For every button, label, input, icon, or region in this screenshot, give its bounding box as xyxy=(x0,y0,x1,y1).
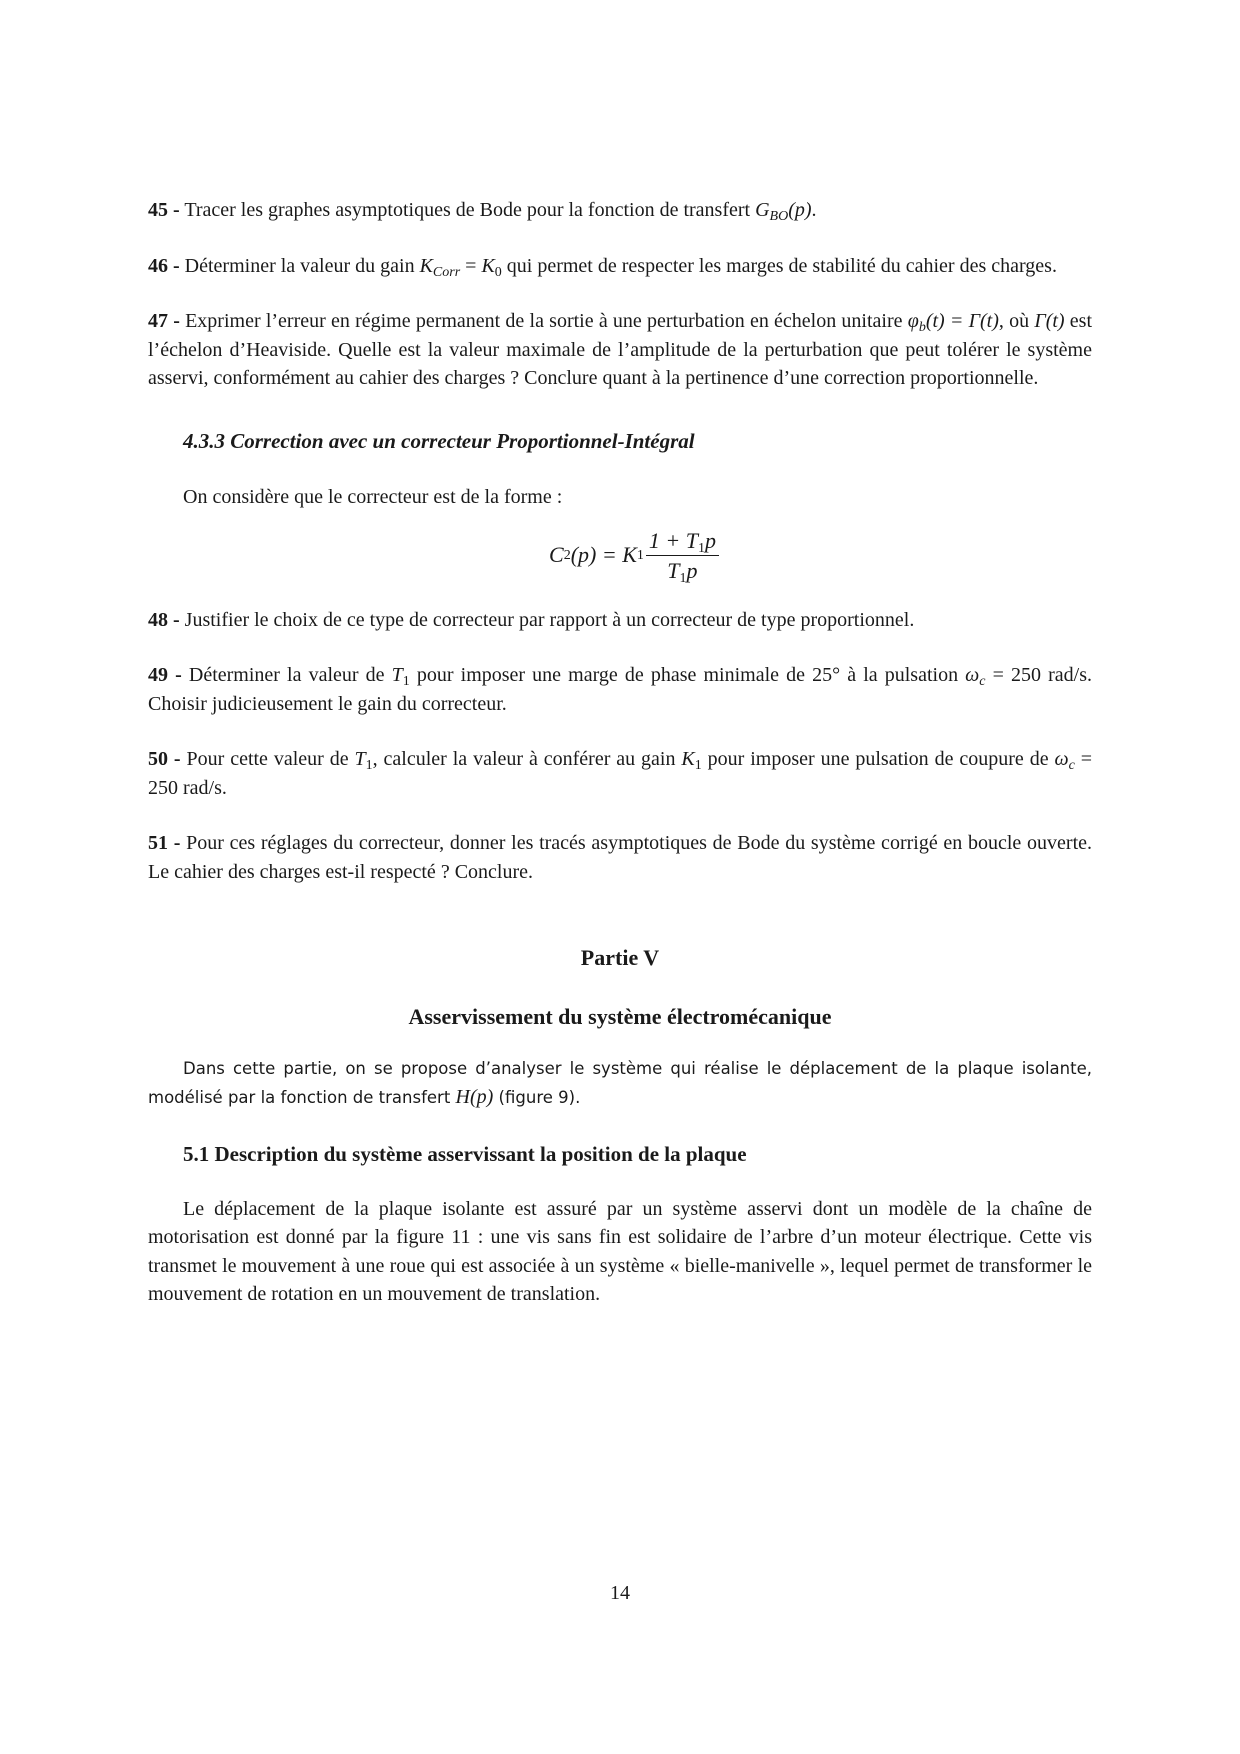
question-text: pour imposer une pulsation de coupure de xyxy=(701,748,1055,770)
question-text: Tracer les graphes asymptotiques de Bode pour la fonction de transfert xyxy=(184,199,756,221)
math-var: T xyxy=(391,664,403,686)
math-sub: Corr xyxy=(432,264,461,280)
math-expr: (t) = Γ(t) xyxy=(925,310,999,332)
question-text-end: est l’échelon d’Heaviside. Quelle est la valeur maximale de l’amplitude de la perturbation que peut tolérer le système asservi, conformément au cahier des charges ? Conclure quant à la pertinence d’une correction proportionnelle. xyxy=(148,310,1093,389)
formula-lhs: C xyxy=(549,542,564,568)
question-number: 48 - xyxy=(148,608,180,631)
math-arg: (p) xyxy=(788,199,812,221)
question-number: 46 - xyxy=(148,254,180,277)
question-text-end: = 250 rad/s. Choisir judicieusement le gain du correcteur. xyxy=(148,664,1092,715)
denominator-text: T xyxy=(667,557,680,583)
math-var: φ xyxy=(907,310,919,332)
math-sub: c xyxy=(1068,758,1075,773)
math-var: G xyxy=(755,199,770,221)
question-46 xyxy=(148,252,1092,281)
question-text: Déterminer la valeur du gain xyxy=(184,254,420,277)
question-47 xyxy=(148,307,1092,393)
formula-lhs-arg: (p) = K xyxy=(570,542,637,568)
question-text: , où xyxy=(998,310,1035,332)
question-text: Exprimer l’erreur en régime permanent de la sortie à une perturbation en échelon unitaire xyxy=(185,310,908,332)
section-body: Le déplacement de la plaque isolante est assuré par un système asservi dont un modèle de la chaîne de motorisation est donné par la figure 11 : une vis sans fin est solidaire de l’arbre d’un moteur électrique. Cette vis transmet le mouvement à une roue qui est associée à un système « bielle-manivelle », lequel permet de transformer le mouvement de rotation en un mouvement de translation. xyxy=(148,1197,1092,1305)
part-intro-text-end: (figure 9). xyxy=(493,1088,581,1107)
page-number: 14 xyxy=(610,1582,630,1604)
math-sub: 1 xyxy=(365,758,373,773)
math-sub: b xyxy=(918,320,926,335)
math-sub: 1 xyxy=(402,674,410,689)
math-expr: H(p) xyxy=(455,1086,494,1108)
math-var: ω xyxy=(965,664,980,686)
part-intro xyxy=(148,1055,1092,1112)
question-50 xyxy=(148,745,1092,802)
part-title: Partie V xyxy=(580,945,660,970)
question-text: , calculer la valeur à conférer au gain xyxy=(372,748,682,770)
question-number: 50 - xyxy=(148,748,181,770)
question-text-end: qui permet de respecter les marges de stabilité du cahier des charges. xyxy=(501,254,1057,277)
fraction-denominator xyxy=(667,556,697,584)
math-eq: = xyxy=(460,254,482,277)
part-subtitle: Asservissement du système électromécanique xyxy=(408,1003,832,1029)
math-sub: 1 xyxy=(694,758,702,773)
denominator-sub: 1 xyxy=(679,570,687,586)
denominator-end: p xyxy=(686,557,698,583)
question-number: 49 - xyxy=(148,664,182,686)
question-text: Pour cette valeur de xyxy=(186,748,355,770)
formula-intro: On considère que le correcteur est de la forme : xyxy=(183,486,563,508)
numerator-end: p xyxy=(704,527,716,553)
math-expr: Γ(t) xyxy=(1034,310,1065,332)
math-var: K xyxy=(681,748,695,770)
subsection-title: 4.3.3 Correction avec un correcteur Proportionnel-Intégral xyxy=(183,428,695,453)
question-number: 47 - xyxy=(148,310,180,332)
section-title: 5.1 Description du système asservissant la position de la plaque xyxy=(183,1142,747,1166)
question-49 xyxy=(148,661,1092,718)
numerator-text: 1 + T xyxy=(648,527,698,553)
question-51 xyxy=(148,829,1092,886)
question-text: pour imposer une marge de phase minimale de 25° à la pulsation xyxy=(409,664,966,686)
part-intro-text: Dans cette partie, on se propose d’analyser le système qui réalise le déplacement de la plaque isolante, modélisé par la fonction de transfert xyxy=(148,1059,1092,1107)
question-text: Déterminer la valeur de xyxy=(188,664,392,686)
question-text-end: . xyxy=(811,199,817,221)
question-number: 45 - xyxy=(148,199,180,221)
math-var: K xyxy=(481,254,495,277)
math-var: K xyxy=(419,254,433,277)
math-var: T xyxy=(354,748,366,770)
math-var: ω xyxy=(1054,748,1069,770)
question-number: 51 - xyxy=(148,832,181,854)
formula-fraction xyxy=(646,528,719,584)
math-sub: 0 xyxy=(494,264,502,280)
math-sub: c xyxy=(979,674,986,689)
numerator-sub: 1 xyxy=(697,540,705,556)
question-text: Pour ces réglages du correcteur, donner les tracés asymptotiques de Bode du système corrigé en boucle ouverte. Le cahier des charges est-il respecté ? Conclure. xyxy=(148,832,1092,883)
fraction-numerator xyxy=(646,528,719,556)
question-48 xyxy=(148,606,1092,635)
question-text-end: = 250 rad/s. xyxy=(148,748,1093,799)
math-sub: BO xyxy=(769,209,789,224)
pi-corrector-formula: C 2 (p) = K 1 $\frac{1 + T_1p}{T_1p}$ xyxy=(176,528,1092,584)
question-45 xyxy=(148,196,1092,225)
page-content xyxy=(148,196,1092,1309)
question-text: Justifier le choix de ce type de correcteur par rapport à un correcteur de type proportionnel. xyxy=(184,608,915,631)
